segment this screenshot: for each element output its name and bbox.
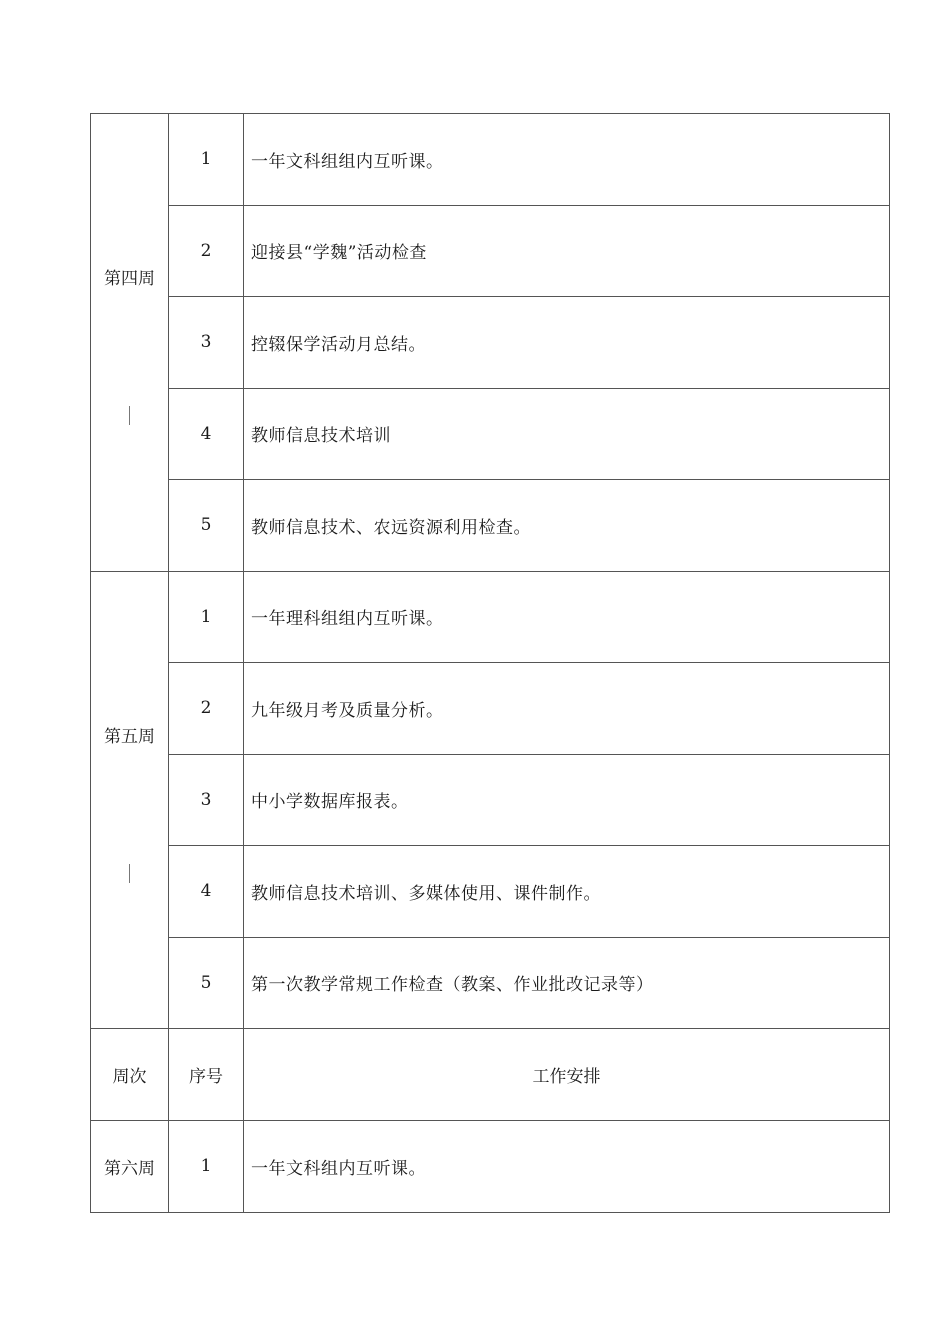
seq-cell: 5 (169, 480, 244, 572)
seq-cell: 1 (169, 1121, 244, 1213)
seq-cell: 1 (169, 571, 244, 663)
table-row (91, 480, 890, 572)
seq-cell: 2 (169, 663, 244, 755)
task-cell: 一年文科组组内互听课。 (244, 114, 890, 206)
task-cell: 迎接县“学魏”活动检查 (244, 205, 890, 297)
week-cell-5 (91, 571, 169, 1029)
week-cell-4 (91, 114, 169, 572)
header-week: 周次 (91, 1029, 169, 1121)
divider-mark (129, 864, 130, 883)
seq-cell: 5 (169, 937, 244, 1029)
seq-cell: 4 (169, 388, 244, 480)
table-row (91, 297, 890, 389)
task-cell: 一年文科组内互听课。 (244, 1121, 890, 1213)
task-cell: 九年级月考及质量分析。 (244, 663, 890, 755)
header-seq: 序号 (169, 1029, 244, 1121)
task-cell: 中小学数据库报表。 (244, 754, 890, 846)
table-header-row (91, 1029, 890, 1121)
task-cell: 教师信息技术、农远资源利用检查。 (244, 480, 890, 572)
seq-cell: 3 (169, 754, 244, 846)
table-row (91, 205, 890, 297)
seq-cell: 2 (169, 205, 244, 297)
week-cell-6: 第六周 (91, 1121, 169, 1213)
table-row (91, 114, 890, 206)
work-schedule-table (90, 113, 890, 1213)
task-cell: 第一次教学常规工作检查（教案、作业批改记录等） (244, 937, 890, 1029)
seq-cell: 4 (169, 846, 244, 938)
task-cell: 控辍保学活动月总结。 (244, 297, 890, 389)
table-row (91, 1121, 890, 1213)
task-cell: 一年理科组组内互听课。 (244, 571, 890, 663)
table-row (91, 937, 890, 1029)
task-cell: 教师信息技术培训、多媒体使用、课件制作。 (244, 846, 890, 938)
header-work: 工作安排 (244, 1029, 890, 1121)
seq-cell: 3 (169, 297, 244, 389)
week-label: 第四周 (104, 269, 155, 289)
table-row (91, 754, 890, 846)
table-row (91, 388, 890, 480)
table-row (91, 846, 890, 938)
week-label: 第五周 (104, 726, 155, 747)
table-row (91, 663, 890, 755)
divider-mark (129, 406, 130, 425)
seq-cell: 1 (169, 114, 244, 206)
table-row (91, 571, 890, 663)
task-cell: 教师信息技术培训 (244, 388, 890, 480)
